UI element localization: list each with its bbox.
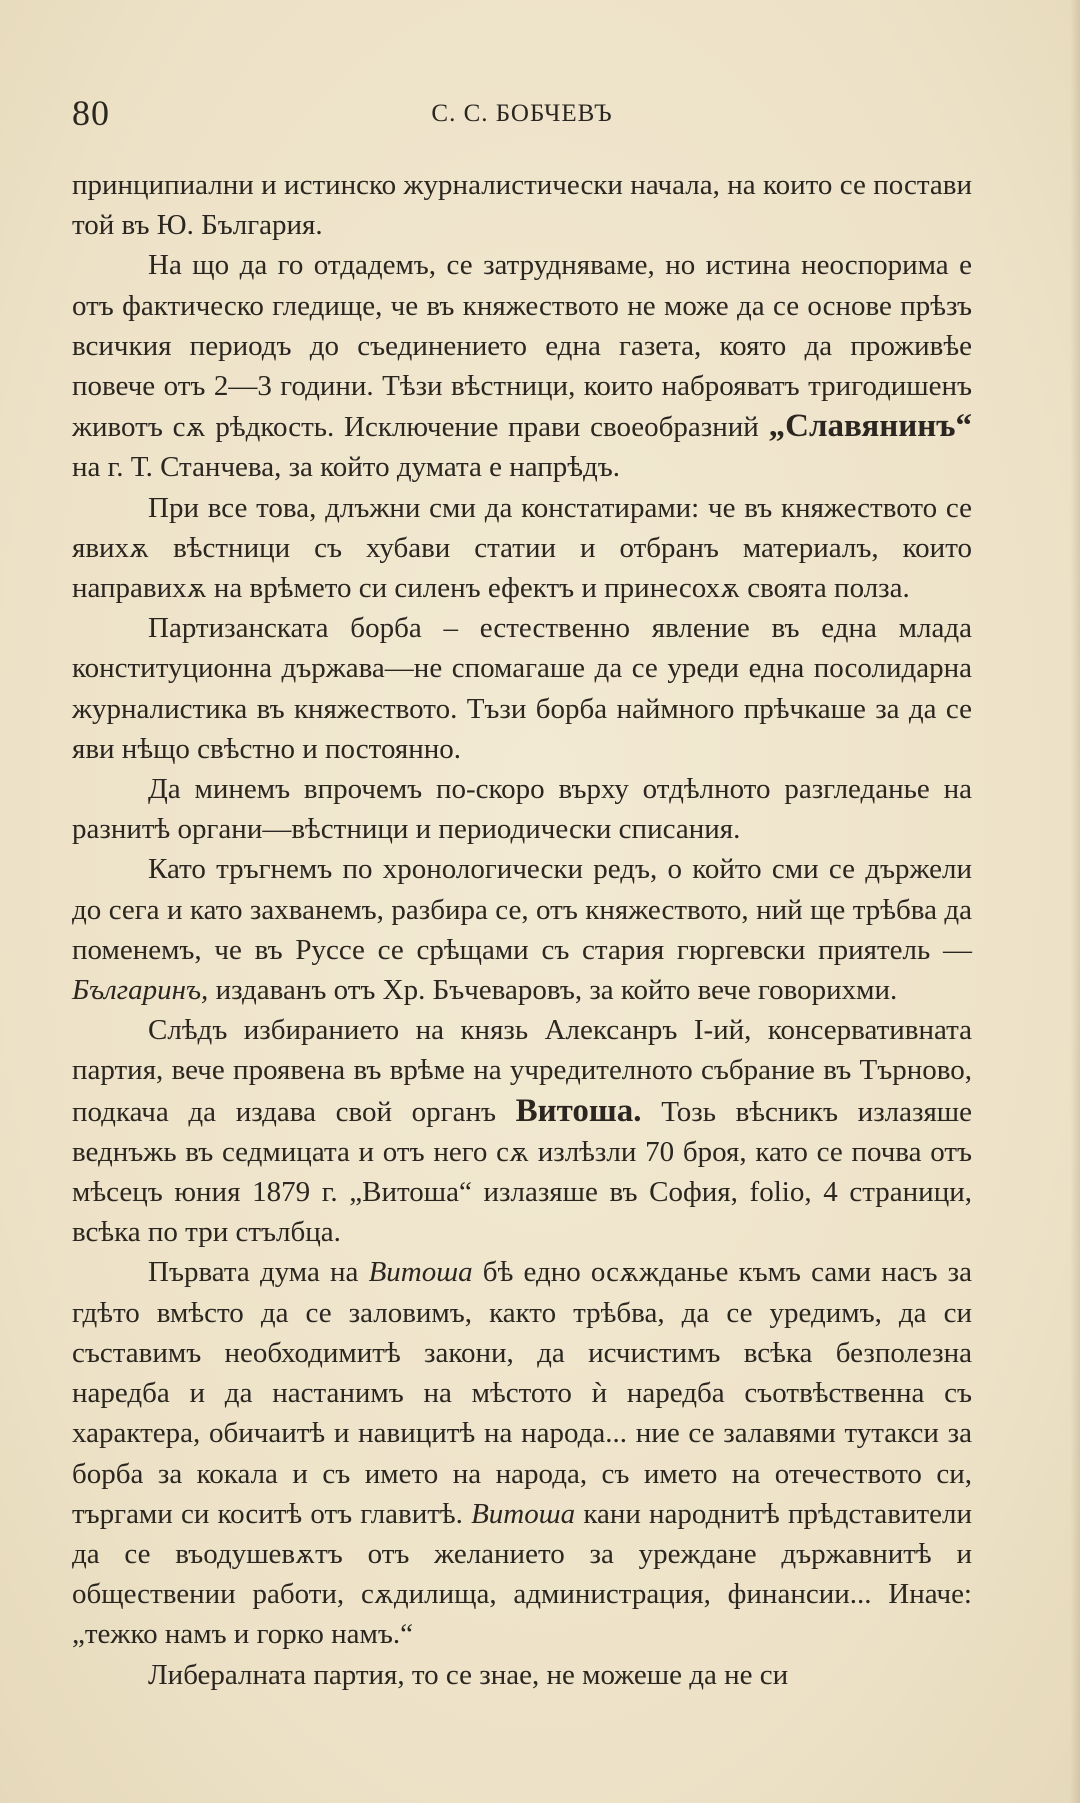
body-text <box>72 165 972 1695</box>
paragraph <box>72 849 972 1010</box>
paragraph-text: Като тръгнемъ по хронологически редъ, о който сми се държели до сега и като захванемъ, разбира се, отъ княжеството, ний ще трѣбва да поменемъ, че въ Руссе се срѣщами съ стария гюргевски приятель — <box>72 853 972 966</box>
paragraph-text-tail: издаванъ отъ Хр. Бъчеваровъ, за който вече говорихми. <box>208 974 898 1007</box>
paragraph <box>72 1252 972 1654</box>
paragraph-text: Либералната партия, то се знае, не можеше да не си <box>148 1658 789 1691</box>
paragraph-text-tail: кани народнитѣ прѣдставители да се въодушевѫтъ отъ желанието за уреждане държавнитѣ и обществении работи, сѫдилища, администрация, финансии... Иначе: „тежко намъ и горко намъ.“ <box>72 1497 973 1651</box>
paragraph-text-tail: Тозь вѣсникъ излазяше веднъжь въ седмицата и отъ него сѫ излѣзли 70 броя, като се почва отъ мѣсецъ юния 1879 г. „Витоша“ излазяше въ София, folio, 4 страници, всѣка по три стълбца. <box>72 1095 972 1249</box>
paragraph-text-tail: на г. Т. Станчева, за който думата е напрѣдъ. <box>72 451 621 484</box>
paragraph-text-tail: бѣ едно осѫжданье къмъ сами насъ за гдѣто вмѣсто да се заловимъ, както трѣбва, да се уредимъ, да си съставимъ необходимитѣ закони, да исчистимъ всѣка безполезна наредба и да настанимъ на мѣстото ѝ наредба съотвѣственна съ характера, обичаитѣ и навицитѣ на народа... ние се залавями тутакси за борба за кокала и съ името на народа, съ името на отечеството си, търгами си коситѣ отъ главитѣ. <box>72 1256 972 1530</box>
page-edge-shadow <box>1070 0 1080 1803</box>
paragraph-continued <box>72 165 972 245</box>
newspaper-title: „Славянинъ“ <box>768 408 972 445</box>
paragraph-text: Първата дума на <box>148 1256 369 1289</box>
newspaper-title: Витоша <box>471 1497 576 1530</box>
paragraph <box>72 608 972 769</box>
paragraph <box>72 488 972 609</box>
paragraph <box>72 245 972 487</box>
paragraph <box>72 1655 972 1695</box>
newspaper-title: Българинъ, <box>72 974 209 1007</box>
paragraph-text: При все това, длъжни сми да констатирами: че въ княжеството се явихѫ вѣстници съ хубави статии и отбранъ материалъ, които направихѫ на врѣмето си силенъ ефектъ и принесохѫ своята полза. <box>72 491 972 605</box>
paragraph-text: Партизанската борба – естественно явление въ една млада конституционна държава—не спомагаше да се уреди една посолидарна журналистика въ княжеството. Тъзи борба наймного прѣчкаше за да се яви нѣщо свѣстно и постоянно. <box>72 612 972 765</box>
newspaper-title: Витоша <box>368 1256 473 1289</box>
running-title: С. С. БОБЧЕВЪ <box>431 100 613 127</box>
newspaper-title: Витоша. <box>515 1092 642 1129</box>
page-number: 80 <box>72 93 110 133</box>
paragraph <box>72 769 972 849</box>
paragraph <box>72 1010 972 1252</box>
paragraph-text: принципиални и истинско журналистически начала, на които се постави той въ Ю. България. <box>72 169 972 242</box>
paragraph-text: Да минемъ впрочемъ по-скоро върху отдѣлното разгледанье на разнитѣ органи—вѣстници и периодически списания. <box>72 773 972 846</box>
page-header <box>72 92 972 140</box>
paragraph-text: Слѣдъ избиранието на князь Алексанръ I-ий, консервативната партия, вече проявена въ врѣме на учредителното събрание въ Търново, подкача да издава свой органъ <box>72 1014 972 1128</box>
paragraph-text: На що да го отдадемъ, се затрудняваме, но истина неоспорима е отъ фактическо гледище, че въ княжеството не може да се основе прѣзъ всичкия периодъ до съединението една газета, която да проживѣе повече отъ 2—3 години. Тѣзи вѣстници, които наброяватъ тригодишенъ животъ сѫ рѣдкость. Исключение прави своеобразний <box>72 249 972 444</box>
